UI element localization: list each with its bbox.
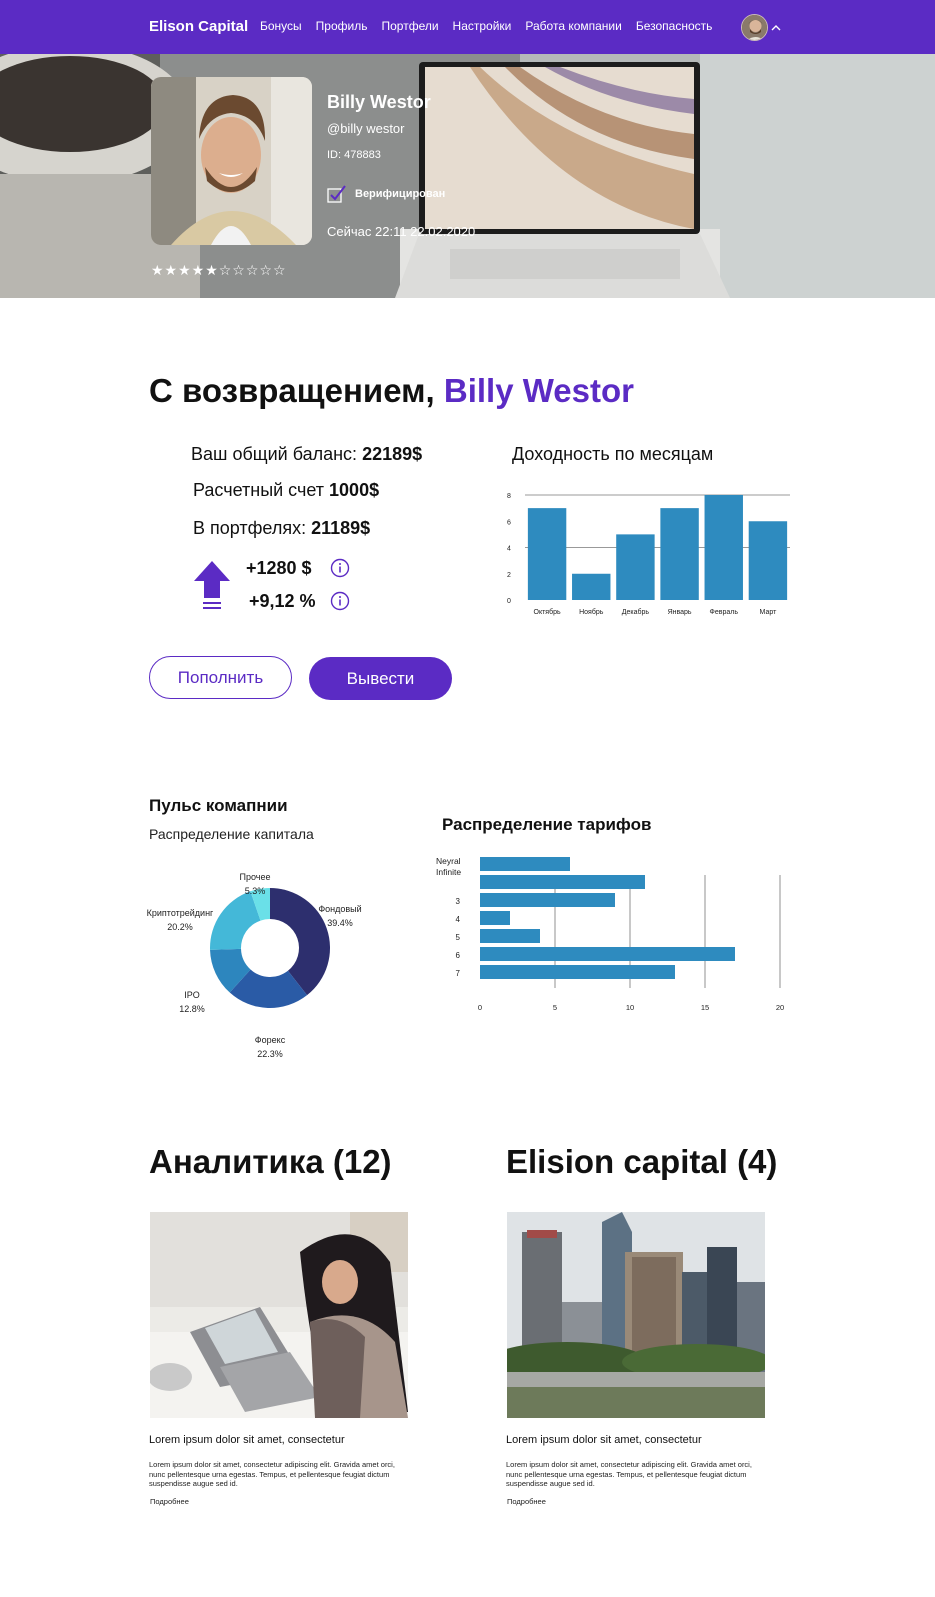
y-tick-label: 8	[507, 493, 511, 500]
nav-link-security[interactable]: Безопасность	[635, 19, 713, 33]
analytics-card-body: Lorem ipsum dolor sit amet, consectetur adipiscing elit. Gravida amet orci, nunc pellentesque urna egestas. Tempus, et pellentesque feugiat dictum suspendisse augue sed id.	[149, 1460, 395, 1488]
x-tick-label: Ноябрь	[579, 609, 604, 616]
elision-card-title: Lorem ipsum dolor sit amet, consectetur	[506, 1434, 702, 1446]
total-balance-value: 22189$	[362, 444, 423, 464]
monthly-returns-chart	[505, 485, 795, 620]
current-datetime: Сейчас 22:11 22.02.2020	[327, 224, 476, 239]
y-tick-label: 5	[455, 933, 460, 942]
bar	[480, 965, 675, 979]
bar	[616, 534, 654, 600]
nav-link-company-work[interactable]: Работа компании	[525, 19, 622, 33]
x-tick-label: 0	[477, 1003, 483, 1012]
x-tick-label: Октябрь	[533, 609, 561, 616]
analytics-more-link[interactable]: Подробнее	[150, 1497, 189, 1506]
x-tick-label: Февраль	[709, 609, 738, 616]
nav-links	[260, 19, 712, 33]
deposit-button[interactable]: Пополнить	[149, 656, 292, 699]
total-balance	[191, 444, 422, 465]
account-balance-value: 1000$	[329, 480, 380, 500]
x-tick-label: 10	[625, 1003, 635, 1012]
y-tick-label: Neyral	[436, 856, 461, 866]
x-tick-label: 15	[700, 1003, 710, 1012]
slice-label: Форекс	[254, 1035, 286, 1045]
bar	[528, 508, 566, 600]
top-nav	[0, 0, 935, 54]
bar	[660, 508, 698, 600]
bar	[480, 857, 570, 871]
portfolio-balance-value: 21189$	[311, 518, 371, 538]
bar	[480, 911, 510, 925]
monthly-chart-title: Доходность по месяцам	[512, 444, 714, 464]
profile-id: ID: 478883	[327, 149, 381, 161]
profile-hero	[0, 54, 935, 298]
y-tick-label: 7	[455, 969, 460, 978]
elision-card-body: Lorem ipsum dolor sit amet, consectetur adipiscing elit. Gravida amet orci, nunc pellentesque urna egestas. Tempus, et pellentesque feugiat dictum suspendisse augue sed id.	[506, 1460, 752, 1488]
welcome-heading	[149, 372, 634, 410]
chevron-up-icon[interactable]	[770, 22, 782, 34]
slice-percent: 39.4%	[327, 918, 353, 928]
y-tick-label: 3	[455, 897, 460, 906]
x-tick-label: 5	[552, 1003, 558, 1012]
capital-distribution-chart	[140, 865, 400, 1065]
bar	[705, 495, 743, 600]
y-tick-label: 0	[507, 598, 511, 605]
delta-percent: +9,12 %	[249, 591, 316, 611]
x-tick-label: 20	[775, 1003, 785, 1012]
welcome-name: Billy Westor	[443, 372, 634, 409]
welcome-prefix: С возвращением,	[149, 372, 444, 409]
profile-handle: @billy westor	[327, 121, 405, 136]
bar	[480, 947, 735, 961]
profile-photo	[151, 77, 312, 245]
bar	[480, 929, 540, 943]
hero-background-image	[0, 54, 935, 298]
analytics-title: Аналитика (12)	[149, 1143, 392, 1180]
bar	[749, 521, 787, 600]
account-balance-label: Расчетный счет	[193, 480, 330, 500]
x-tick-label: Декабрь	[621, 609, 650, 616]
y-tick-label: 2	[507, 571, 511, 579]
slice-label: Фондовый	[318, 904, 362, 914]
x-tick-label: Январь	[667, 609, 692, 616]
elision-card-image[interactable]	[507, 1212, 765, 1418]
delta-amount: +1280 $	[246, 558, 312, 578]
nav-link-profile[interactable]: Профиль	[315, 19, 368, 33]
slice-percent: 20.2%	[167, 922, 193, 932]
analytics-card-title: Lorem ipsum dolor sit amet, consectetur	[149, 1434, 345, 1446]
pulse-subtitle: Распределение капитала	[149, 826, 314, 842]
total-balance-label: Ваш общий баланс:	[191, 444, 363, 464]
account-balance	[193, 480, 379, 501]
arrow-up-icon	[192, 560, 232, 612]
y-tick-label: 6	[455, 951, 460, 960]
profile-name: Billy Westor	[327, 92, 431, 112]
tariff-distribution-chart	[435, 855, 795, 1020]
rating-stars: ★★★★★☆☆☆☆☆	[151, 262, 287, 278]
y-tick-label: 6	[507, 519, 511, 527]
nav-link-settings[interactable]: Настройки	[452, 19, 512, 33]
y-tick-label: 4	[455, 915, 460, 924]
portfolio-balance-label: В портфелях:	[193, 518, 312, 538]
nav-link-portfolios[interactable]: Портфели	[381, 19, 439, 33]
bar	[572, 574, 610, 600]
withdraw-button[interactable]: Вывести	[309, 657, 452, 700]
analytics-card-image[interactable]	[150, 1212, 408, 1418]
x-tick-label: Март	[759, 609, 777, 616]
pie-slice	[210, 891, 261, 950]
info-icon[interactable]	[330, 558, 350, 578]
bar	[480, 875, 645, 889]
slice-label: Криптотрейдинг	[146, 908, 214, 918]
nav-link-bonuses[interactable]: Бонусы	[260, 19, 302, 33]
slice-percent: 22.3%	[257, 1049, 283, 1059]
portfolio-balance	[193, 518, 370, 539]
slice-percent: 5.3%	[244, 886, 266, 896]
info-icon[interactable]	[330, 591, 350, 611]
elision-title: Elision capital (4)	[506, 1143, 778, 1180]
y-tick-label: 4	[507, 545, 511, 553]
elision-more-link[interactable]: Подробнее	[507, 1497, 546, 1506]
verified-label: Верифицирован	[355, 188, 446, 200]
slice-label: IPO	[184, 990, 200, 1000]
slice-label: Прочее	[239, 872, 271, 882]
y-tick-label: Infinite	[436, 867, 462, 877]
user-avatar[interactable]	[741, 14, 768, 41]
bar	[480, 893, 615, 907]
tariffs-title: Распределение тарифов	[442, 815, 652, 834]
slice-percent: 12.8%	[179, 1004, 205, 1014]
brand-logo[interactable]: Elison Capital	[149, 18, 249, 35]
verified-check-icon	[327, 184, 347, 204]
verified-status	[327, 184, 445, 204]
pulse-title: Пульс комапнии	[149, 796, 288, 815]
